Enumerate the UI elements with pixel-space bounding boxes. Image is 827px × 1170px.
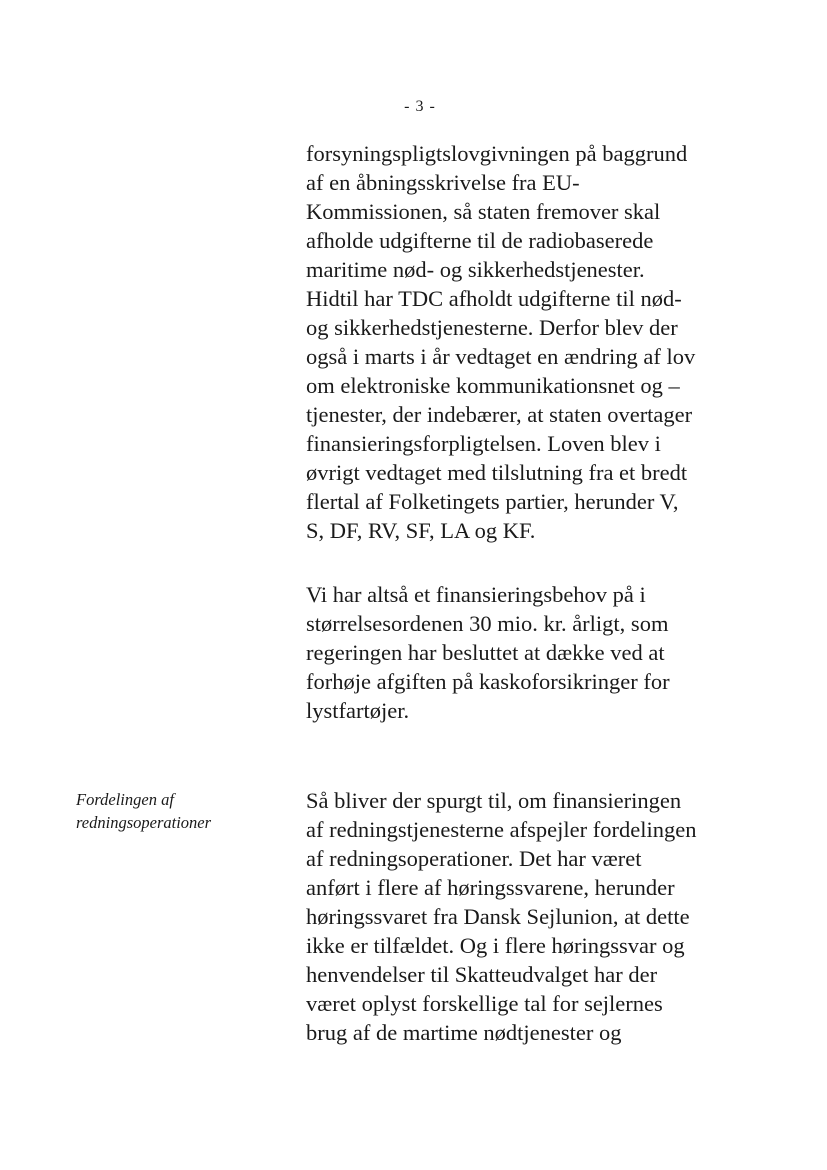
text-line: forhøje afgiften på kaskoforsikringer for bbox=[306, 669, 670, 694]
text-line: henvendelser til Skatteudvalget har der bbox=[306, 962, 658, 987]
text-line: øvrigt vedtaget med tilslutning fra et bredt bbox=[306, 460, 688, 485]
text-line: Hidtil har TDC afholdt udgifterne til nød- bbox=[306, 286, 682, 311]
text-line: Vi har altså et finansieringsbehov på i bbox=[306, 582, 646, 607]
text-line: og sikkerhedstjenesterne. Derfor blev der bbox=[306, 315, 678, 340]
text-line: flertal af Folketingets partier, herunder V, bbox=[306, 489, 679, 514]
text-line: brug af de martime nødtjenester og bbox=[306, 1020, 622, 1045]
side-heading-line: redningsoperationer bbox=[76, 813, 212, 832]
text-line: høringssvaret fra Dansk Sejlunion, at dette bbox=[306, 904, 690, 929]
paragraph-2 bbox=[306, 580, 776, 725]
side-heading-line: Fordelingen af bbox=[76, 790, 174, 809]
text-line: om elektroniske kommunikationsnet og – bbox=[306, 373, 680, 398]
text-line: af redningstjenesterne afspejler fordelingen bbox=[306, 817, 697, 842]
text-line: anført i flere af høringssvarene, herunder bbox=[306, 875, 675, 900]
text-line: maritime nød- og sikkerhedstjenester. bbox=[306, 257, 645, 282]
text-line: ikke er tilfældet. Og i flere høringssvar og bbox=[306, 933, 685, 958]
text-line: S, DF, RV, SF, LA og KF. bbox=[306, 518, 536, 543]
text-line: Kommissionen, så staten fremover skal bbox=[306, 199, 661, 224]
text-line: størrelsesordenen 30 mio. kr. årligt, som bbox=[306, 611, 669, 636]
text-line: af en åbningsskrivelse fra EU- bbox=[306, 170, 580, 195]
text-line: forsyningspligtslovgivningen på baggrund bbox=[306, 141, 688, 166]
text-line: Så bliver der spurgt til, om finansieringen bbox=[306, 788, 682, 813]
text-line: regeringen har besluttet at dække ved at bbox=[306, 640, 665, 665]
text-line: også i marts i år vedtaget en ændring af lov bbox=[306, 344, 696, 369]
text-line: finansieringsforpligtelsen. Loven blev i bbox=[306, 431, 661, 456]
text-line: af redningsoperationer. Det har været bbox=[306, 846, 642, 871]
page-number: - 3 - bbox=[404, 98, 436, 115]
paragraph-1 bbox=[306, 139, 776, 545]
text-line: afholde udgifterne til de radiobaserede bbox=[306, 228, 654, 253]
text-line: tjenester, der indebærer, at staten overtager bbox=[306, 402, 693, 427]
side-heading bbox=[76, 788, 276, 834]
text-line: været oplyst forskellige tal for sejlernes bbox=[306, 991, 663, 1016]
text-line: lystfartøjer. bbox=[306, 698, 410, 723]
paragraph-3 bbox=[306, 786, 776, 1047]
